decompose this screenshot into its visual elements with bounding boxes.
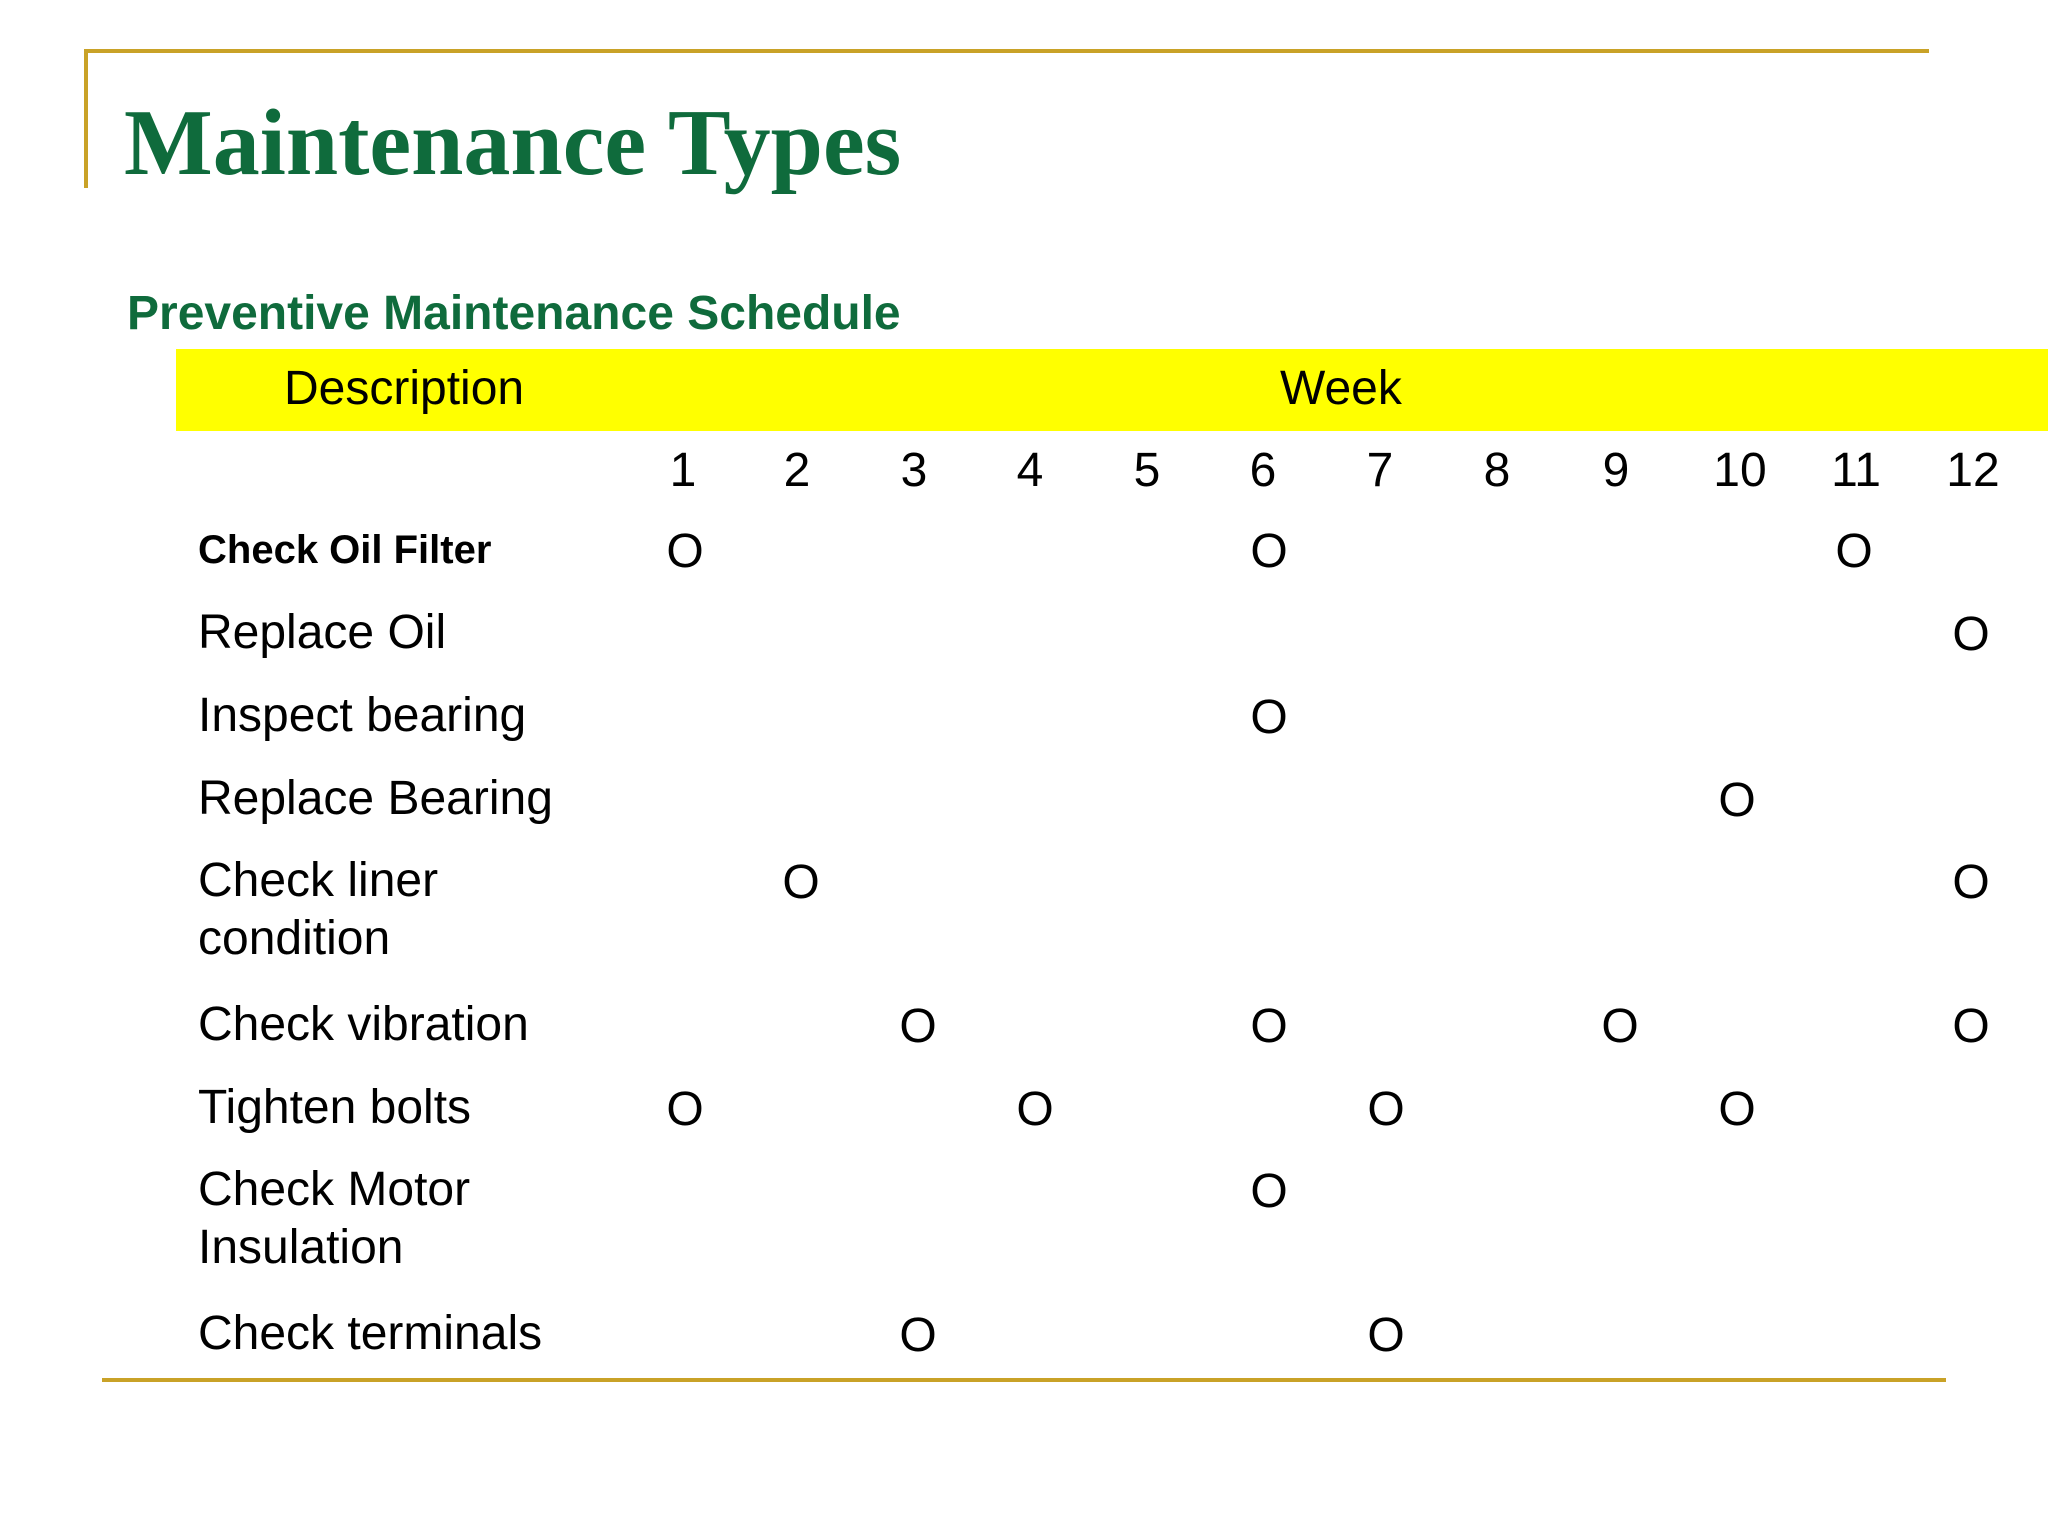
header-description: Description — [284, 362, 525, 415]
schedule-mark: O — [1952, 608, 1990, 661]
week-number-12: 12 — [1946, 444, 2000, 497]
week-number-1: 1 — [669, 444, 697, 497]
task-label: Check terminals — [198, 1307, 543, 1360]
bottom-accent-rule — [102, 1378, 1946, 1382]
schedule-mark: O — [1367, 1083, 1405, 1136]
schedule-mark: O — [1250, 1000, 1288, 1053]
schedule-mark: O — [666, 525, 704, 578]
top-accent-rule — [84, 49, 1929, 53]
task-label: Replace Bearing — [198, 772, 553, 825]
week-number-7: 7 — [1366, 444, 1394, 497]
task-label: Check Motor Insulation — [198, 1163, 471, 1274]
task-label: Check vibration — [198, 998, 529, 1051]
task-label: Check Oil Filter — [198, 528, 492, 572]
week-number-8: 8 — [1483, 444, 1511, 497]
schedule-mark: O — [666, 1083, 704, 1136]
schedule-mark: O — [1367, 1309, 1405, 1362]
schedule-mark: O — [1718, 1083, 1756, 1136]
task-label: Replace Oil — [198, 606, 447, 659]
left-accent-rule — [84, 49, 88, 188]
schedule-mark: O — [899, 1000, 937, 1053]
week-number-5: 5 — [1133, 444, 1161, 497]
schedule-mark: O — [1835, 525, 1873, 578]
task-label: Tighten bolts — [198, 1081, 472, 1134]
schedule-mark: O — [1718, 774, 1756, 827]
week-number-3: 3 — [900, 444, 928, 497]
schedule-mark: O — [899, 1309, 937, 1362]
slide-title: Maintenance Types — [124, 91, 902, 195]
schedule-mark: O — [1250, 691, 1288, 744]
schedule-mark: O — [1952, 1000, 1990, 1053]
task-label: Check liner condition — [198, 854, 439, 965]
schedule-mark: O — [1250, 525, 1288, 578]
slide-subtitle: Preventive Maintenance Schedule — [127, 287, 901, 340]
week-number-11: 11 — [1831, 444, 1881, 497]
week-number-2: 2 — [783, 444, 811, 497]
schedule-mark: O — [1016, 1083, 1054, 1136]
week-number-6: 6 — [1249, 444, 1277, 497]
schedule-mark: O — [1952, 856, 1990, 909]
header-week: Week — [1280, 362, 1402, 415]
schedule-mark: O — [1601, 1000, 1639, 1053]
schedule-mark: O — [782, 856, 820, 909]
week-number-4: 4 — [1016, 444, 1044, 497]
week-number-9: 9 — [1602, 444, 1630, 497]
week-number-10: 10 — [1713, 444, 1767, 497]
task-label: Inspect bearing — [198, 689, 527, 742]
schedule-mark: O — [1250, 1165, 1288, 1218]
